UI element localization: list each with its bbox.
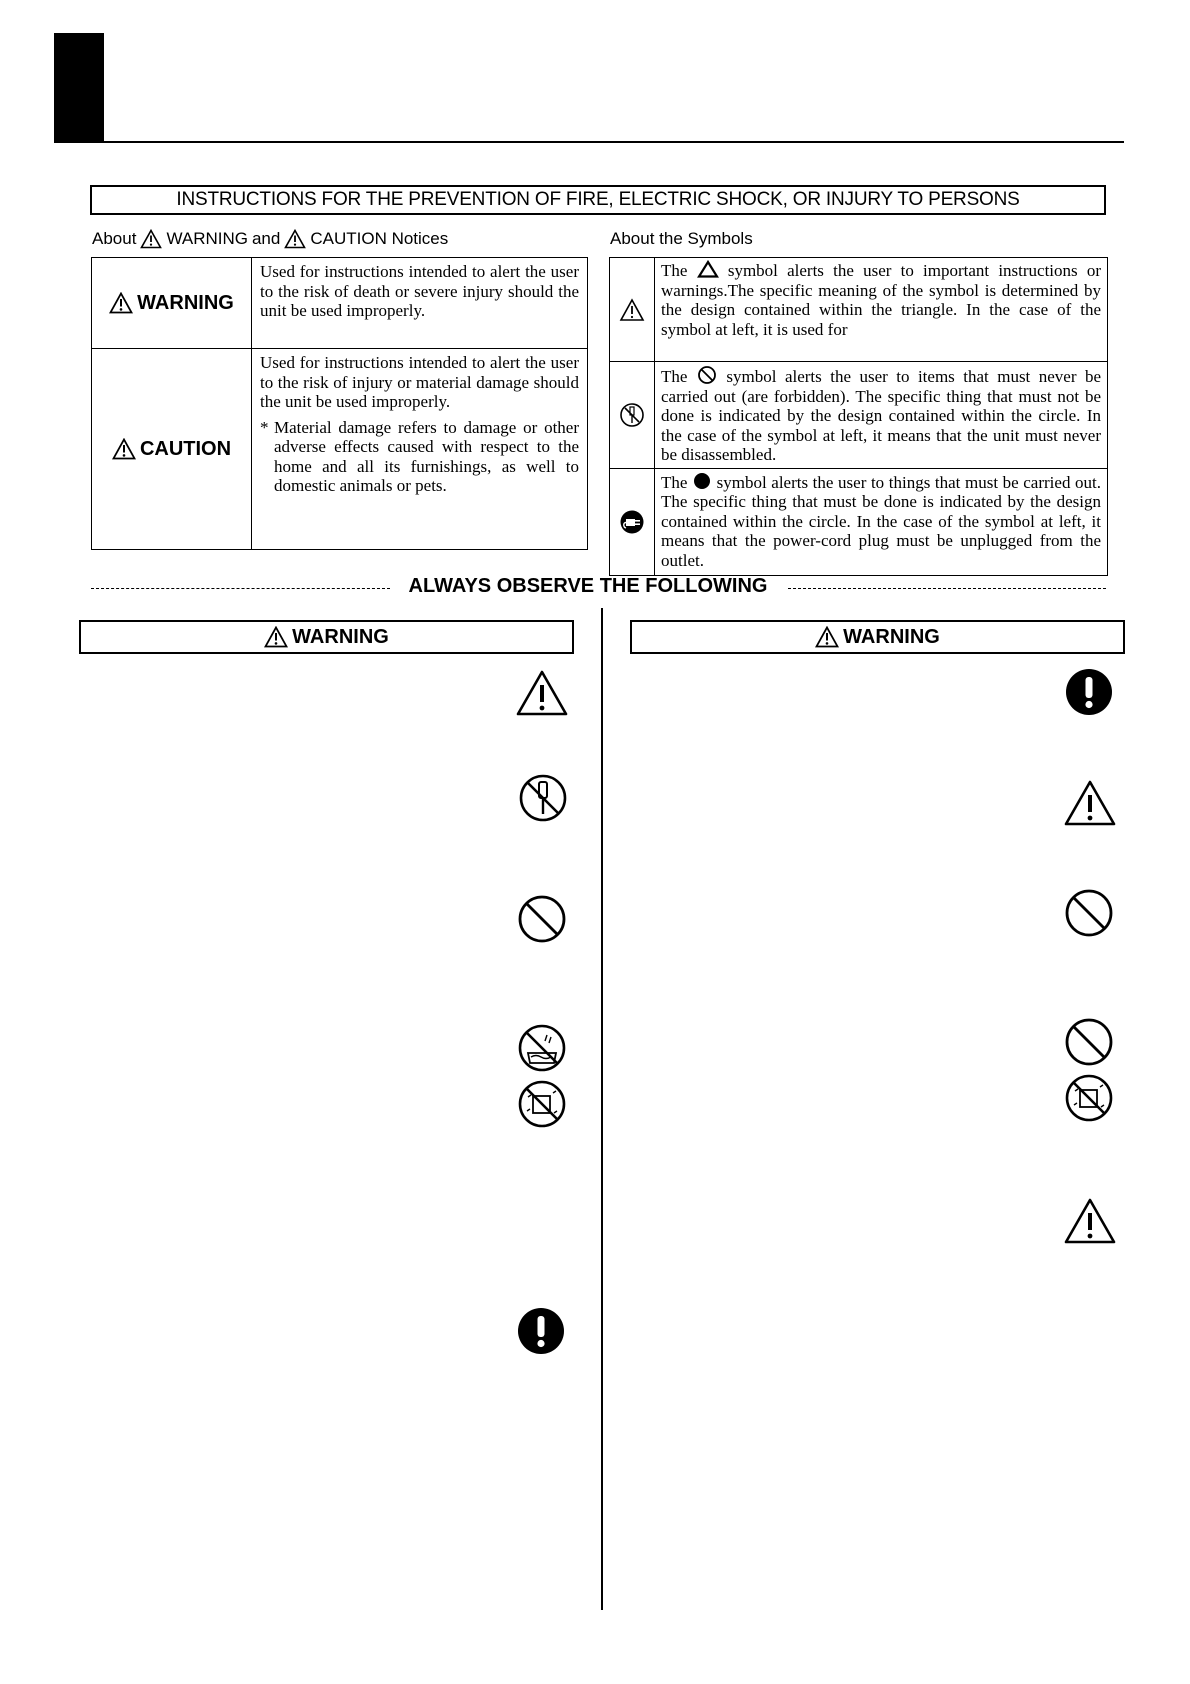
prohibited-icon	[1064, 888, 1114, 938]
symbol-row-triangle-desc: symbol alerts the user to important instructions or warnings.The specific meaning of the symbol is determined by the design contained within the triangle. In the case of the symbol at left, it is used for	[661, 261, 1102, 339]
header-rule	[54, 141, 1124, 143]
observe-dash-left	[91, 588, 390, 589]
caution-triangle-icon	[112, 438, 136, 460]
mandatory-action-icon	[1064, 667, 1114, 717]
do-not-disassemble-icon	[619, 402, 645, 428]
notices-heading-about: About	[92, 229, 137, 248]
caution-note-text: Material damage refers to damage or other adverse effects caused with respect to the home and all its furnishings, as well to domestic animals or pets.	[274, 417, 579, 495]
notices-heading	[92, 229, 448, 249]
no-vibration-icon	[517, 1079, 567, 1129]
warning-description-text: Used for instructions intended to alert the user to the risk of death or severe injury should the unit be used improperly.	[260, 262, 579, 320]
caution-note-star: *	[260, 417, 269, 437]
right-warning-box	[630, 620, 1125, 654]
caution-triangle-icon	[284, 229, 306, 249]
warning-label-text: WARNING	[137, 291, 234, 314]
unplug-cord-icon	[619, 509, 645, 535]
warning-row	[92, 258, 588, 349]
warning-description	[252, 258, 587, 325]
prohibited-icon	[517, 894, 567, 944]
warning-triangle-icon	[264, 626, 288, 648]
left-warning-box	[79, 620, 574, 654]
caution-general-triangle-icon	[619, 298, 645, 322]
caution-description-text: Used for instructions intended to alert the user to the risk of injury or material damage should the unit be used improperly.	[260, 353, 579, 411]
symbol-row-mandatory	[610, 468, 1108, 575]
observe-heading-text: ALWAYS OBSERVE THE FOLLOWING	[408, 575, 768, 597]
observe-heading	[398, 575, 778, 598]
mandatory-symbol-icon	[692, 472, 712, 490]
notices-heading-warning: WARNING	[166, 229, 248, 248]
warning-label	[92, 292, 251, 315]
column-divider	[601, 608, 603, 1610]
prohibited-symbol-icon	[696, 365, 718, 385]
caution-triangle-icon	[1063, 1197, 1117, 1245]
caution-label-text: CAUTION	[139, 437, 232, 460]
prohibited-icon	[1064, 1017, 1114, 1067]
page-title-text: INSTRUCTIONS FOR THE PREVENTION OF FIRE, ELECTRIC SHOCK, OR INJURY TO PERSONS	[176, 189, 1020, 210]
symbol-row-prohibited-text	[655, 362, 1107, 468]
caution-note	[260, 418, 579, 496]
no-water-icon	[517, 1023, 567, 1073]
symbol-row-triangle-pre: The	[661, 261, 688, 280]
caution-triangle-icon	[1063, 779, 1117, 827]
symbol-row-prohibited	[610, 362, 1108, 469]
symbols-heading-text: About the Symbols	[610, 229, 753, 248]
symbol-row-mandatory-text	[655, 469, 1107, 574]
symbol-row-triangle	[610, 258, 1108, 362]
do-not-disassemble-icon	[518, 773, 568, 823]
notices-heading-caution: CAUTION Notices	[310, 229, 449, 248]
symbol-row-mandatory-pre: The	[661, 472, 688, 492]
observe-dash-right	[788, 588, 1106, 589]
symbols-table	[609, 257, 1108, 576]
symbol-row-mandatory-desc: symbol alerts the user to things that must be carried out. The specific thing that must be done is indicated by the design contained within the circle. In the case of the symbol at left, it means that the power-cord plug must be unplugged from the outlet.	[661, 472, 1102, 570]
warning-triangle-icon	[109, 292, 133, 314]
symbol-row-prohibited-desc: symbol alerts the user to items that must never be carried out (are forbidden). The specific thing that must not be done is indicated by the design contained within the circle. In the case of the symbol at left, it means that the unit must never be disassembled.	[661, 367, 1102, 464]
warning-triangle-icon	[140, 229, 162, 249]
warning-triangle-icon	[815, 626, 839, 648]
symbols-heading	[610, 229, 753, 249]
mandatory-action-icon	[516, 1306, 566, 1356]
notices-table	[91, 257, 588, 550]
symbol-row-prohibited-pre: The	[661, 367, 688, 386]
caution-label	[92, 438, 251, 461]
caution-row	[92, 349, 588, 550]
triangle-symbol-icon	[697, 260, 719, 278]
left-warning-label: WARNING	[292, 625, 389, 648]
notices-heading-and: and	[251, 229, 281, 248]
caution-triangle-icon	[515, 669, 569, 717]
caution-description	[252, 349, 587, 500]
right-warning-label: WARNING	[843, 625, 940, 648]
section-tab	[54, 33, 104, 143]
no-vibration-icon	[1064, 1073, 1114, 1123]
symbol-row-triangle-text	[655, 258, 1107, 341]
page-title	[90, 185, 1106, 215]
